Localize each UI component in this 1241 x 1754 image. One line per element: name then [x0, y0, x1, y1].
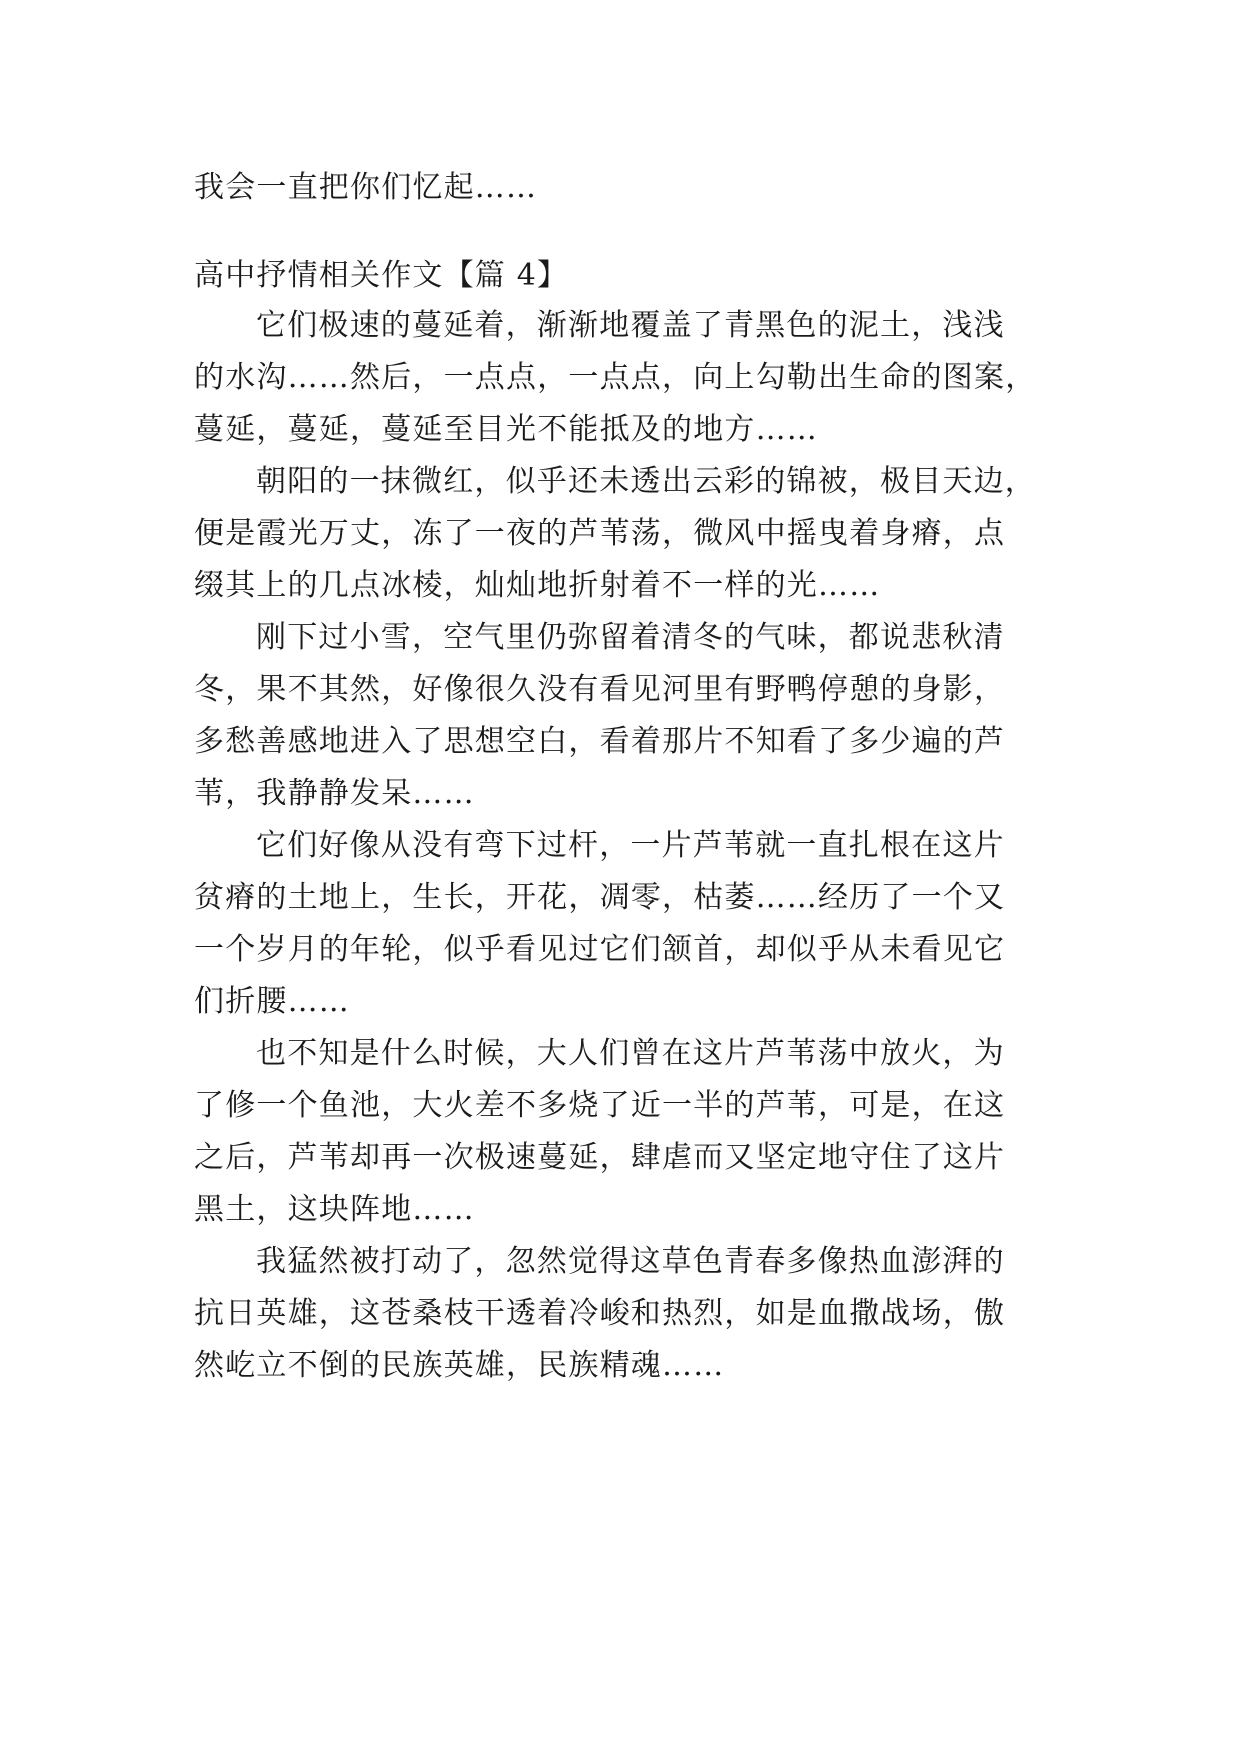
paragraph-3-line-3: 多愁善感地进入了思想空白，看着那片不知看了多少遍的芦: [194, 724, 1006, 759]
paragraph-4-line-1: 它们好像从没有弯下过杆，一片芦苇就一直扎根在这片: [256, 828, 1005, 863]
paragraph-5-line-1: 也不知是什么时候，大人们曾在这片芦苇荡中放火，为: [256, 1036, 1005, 1071]
paragraph-4-line-4: 们折腰……: [194, 984, 350, 1019]
paragraph-6-line-2: 抗日英雄，这苍桑枝干透着冷峻和热烈，如是血撒战场，傲: [194, 1296, 1006, 1331]
paragraph-1-line-3: 蔓延，蔓延，蔓延至目光不能抵及的地方……: [194, 412, 818, 447]
paragraph-6-line-3: 然屹立不倒的民族英雄，民族精魂……: [194, 1348, 725, 1383]
paragraph-1-line-2: 的水沟……然后，一点点，一点点，向上勾勒出生命的图案，: [194, 360, 1037, 395]
paragraph-1-line-1: 它们极速的蔓延着，渐渐地覆盖了青黑色的泥土，浅浅: [256, 308, 1005, 343]
closing-line: 我会一直把你们忆起……: [194, 170, 538, 205]
paragraph-3-line-4: 苇，我静静发呆……: [194, 776, 475, 811]
paragraph-5-line-4: 黑土，这块阵地……: [194, 1192, 475, 1227]
paragraph-4-line-3: 一个岁月的年轮，似乎看见过它们颔首，却似乎从未看见它: [194, 932, 1006, 967]
paragraph-2-line-3: 缀其上的几点冰棱，灿灿地折射着不一样的光……: [194, 568, 881, 603]
paragraph-3-line-1: 刚下过小雪，空气里仍弥留着清冬的气味，都说悲秋清: [256, 620, 1005, 655]
paragraph-5-line-3: 之后，芦苇却再一次极速蔓延，肆虐而又坚定地守住了这片: [194, 1140, 1006, 1175]
paragraph-2-line-2: 便是霞光万丈，冻了一夜的芦苇荡，微风中摇曳着身瘠，点: [194, 516, 1006, 551]
paragraph-3-line-2: 冬，果不其然，好像很久没有看见河里有野鸭停憩的身影，: [194, 672, 1006, 707]
paragraph-5-line-2: 了修一个鱼池，大火差不多烧了近一半的芦苇，可是，在这: [194, 1088, 1006, 1123]
section-title: 高中抒情相关作文【篇 4】: [194, 258, 569, 293]
paragraph-2-line-1: 朝阳的一抹微红，似乎还未透出云彩的锦被，极目天边，: [256, 464, 1036, 499]
paragraph-6-line-1: 我猛然被打动了，忽然觉得这草色青春多像热血澎湃的: [256, 1244, 1005, 1279]
paragraph-4-line-2: 贫瘠的土地上，生长，开花，凋零，枯萎……经历了一个又: [194, 880, 1006, 915]
